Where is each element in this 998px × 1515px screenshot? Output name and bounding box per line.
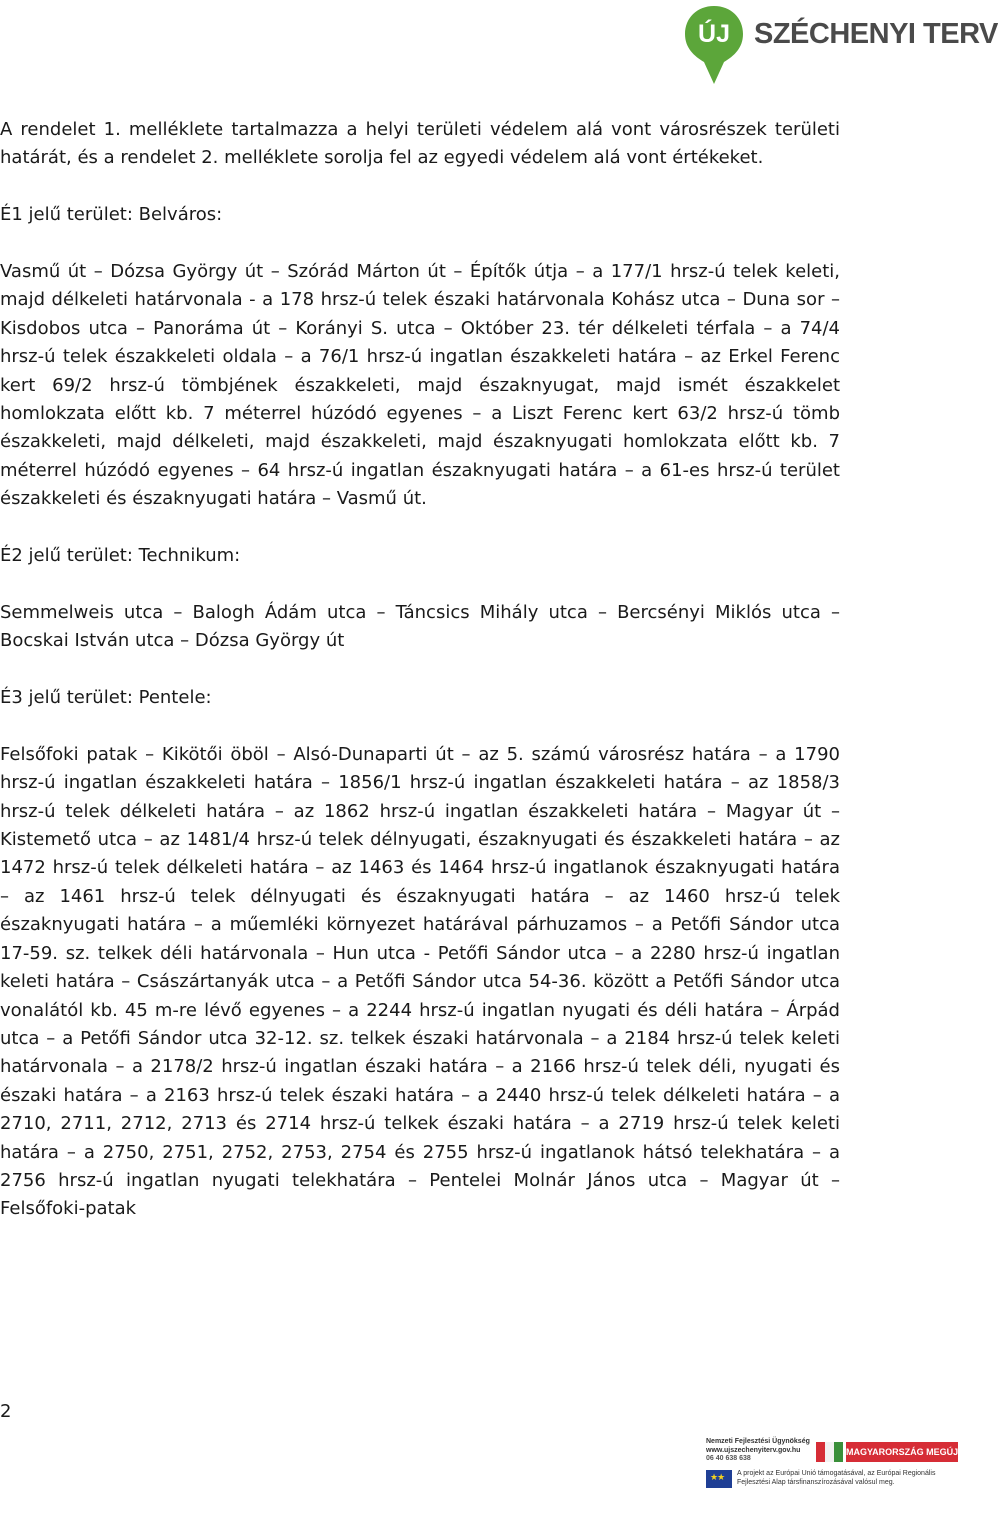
- logo-u-text: ÚJ: [698, 20, 730, 48]
- hungary-renews-badge: [816, 1438, 971, 1466]
- document-body: [0, 116, 840, 1224]
- area-e1-description: Vasmű út – Dózsa György út – Szórád Márton út – Építők útja – a 177/1 hrsz-ú telek keleti, majd délkeleti határvonala - a 178 hrsz-ú telek északi határvonala Kohász utca – Duna sor – Kisdobos utca – Panoráma út – Korányi S. utca – Október 23. tér délkeleti térfala – a 74/4 hrsz-ú telek északkeleti oldala – a 76/1 hrsz-ú ingatlan északkeleti határa – az Erkel Ferenc kert 69/2 hrsz-ú tömbjének északkeleti, majd északnyugat, majd ismét északkelet homlokzata előtt kb. 7 méterrel húzódó egyenes – a Liszt Ferenc kert 63/2 hrsz-ú tömb északkeleti, majd délkeleti, majd északkeleti, majd északnyugati homlokzata előtt kb. 7 méterrel húzódó egyenes – 64 hrsz-ú ingatlan északnyugati határa – a 61-es hrsz-ú terület északkeleti és északnyugati határa – Vasmű út.: [0, 261, 840, 510]
- page-number: 2: [0, 1401, 12, 1422]
- flag-white-stripe: [825, 1442, 834, 1462]
- flag-red-stripe: [816, 1442, 825, 1462]
- intro-paragraph: A rendelet 1. melléklete tartalmazza a helyi területi védelem alá vont városrészek területi határát, és a rendelet 2. melléklete sorolja fel az egyedi védelem alá vont értékeket.: [0, 119, 840, 169]
- eu-stars-icon: ★★: [710, 1473, 725, 1483]
- area-e3-heading: É3 jelű terület: Pentele:: [0, 687, 212, 709]
- agency-url: www.ujszechenyiterv.gov.hu: [706, 1446, 801, 1454]
- hungary-renews-label: MAGYARORSZÁG MEGÚJUL: [846, 1442, 958, 1462]
- area-e1-heading: É1 jelű terület: Belváros:: [0, 204, 223, 226]
- szechenyi-terv-logo: [682, 4, 998, 86]
- agency-phone: 06 40 638 638: [706, 1455, 751, 1462]
- flag-green-stripe: [834, 1442, 843, 1462]
- agency-block: [706, 1438, 816, 1464]
- eu-flag-icon: [706, 1470, 732, 1488]
- area-e2-heading: É2 jelű terület: Technikum:: [0, 545, 241, 567]
- area-e2-description: Semmelweis utca – Balogh Ádám utca – Táncsics Mihály utca – Bercsényi Miklós utca – Bocskai István utca – Dózsa György út: [0, 601, 840, 652]
- area-e3-description: Felsőfoki patak – Kikötői öböl – Alsó-Dunaparti út – az 5. számú városrész határa – a 1790 hrsz-ú ingatlan északkeleti határa – 1856/1 hrsz-ú ingatlan északkeleti határa – az 1858/3 hrsz-ú telek délkeleti határa – az 1862 hrsz-ú ingatlan északkeleti határa – Magyar út – Kistemető utca – az 1481/4 hrsz-ú telek délnyugati, északnyugati és északkeleti határa – az 1472 hrsz-ú telek délkeleti határa – az 1463 és 1464 hrsz-ú ingatlanok északnyugati határa – az 1461 hrsz-ú telek délnyugati és északnyugati határa – az 1460 hrsz-ú telek északnyugati határa – a műemléki környezet határával párhuzamos – a Petőfi Sándor utca 17-59. sz. telkek déli határvonala – Hun utca - Petőfi Sándor utca – a 2280 hrsz-ú ingatlan keleti határa – Császártanyák utca – a Petőfi Sándor utca 54-36. között a Petőfi Sándor utca vonalától kb. 45 m-re lévő egyenes – a 2244 hrsz-ú ingatlan nyugati és déli határa – Árpád utca – a Petőfi Sándor utca 32-12. sz. telkek északi határvonala – a 2184 hrsz-ú telek keleti határvonala – a 2178/2 hrsz-ú ingatlan északi határa – a 2166 hrsz-ú telek déli, nyugati és északi határa – a 2163 hrsz-ú telek északi határa – a 2440 hrsz-ú telek délkeleti határa – a 2710, 2711, 2712, 2713 és 2714 hrsz-ú telkek északi határa – a 2719 hrsz-ú telek keleti határa – a 2750, 2751, 2752, 2753, 2754 és 2755 hrsz-ú ingatlanok hátsó telekhatára – a 2756 hrsz-ú ingatlan nyugati telekhatára – Pentelei Molnár János utca – Magyar út – Felsőfoki-patak: [0, 743, 840, 1220]
- eu-funding-note: A projekt az Európai Unió támogatásával, az Európai Regionális Fejlesztési Alap társfinanszírozásával valósul meg.: [737, 1470, 936, 1486]
- footer-logos: [706, 1438, 971, 1510]
- agency-name: Nemzeti Fejlesztési Ügynökség: [706, 1438, 810, 1445]
- logo-text: SZÉCHENYI TERV: [754, 18, 998, 50]
